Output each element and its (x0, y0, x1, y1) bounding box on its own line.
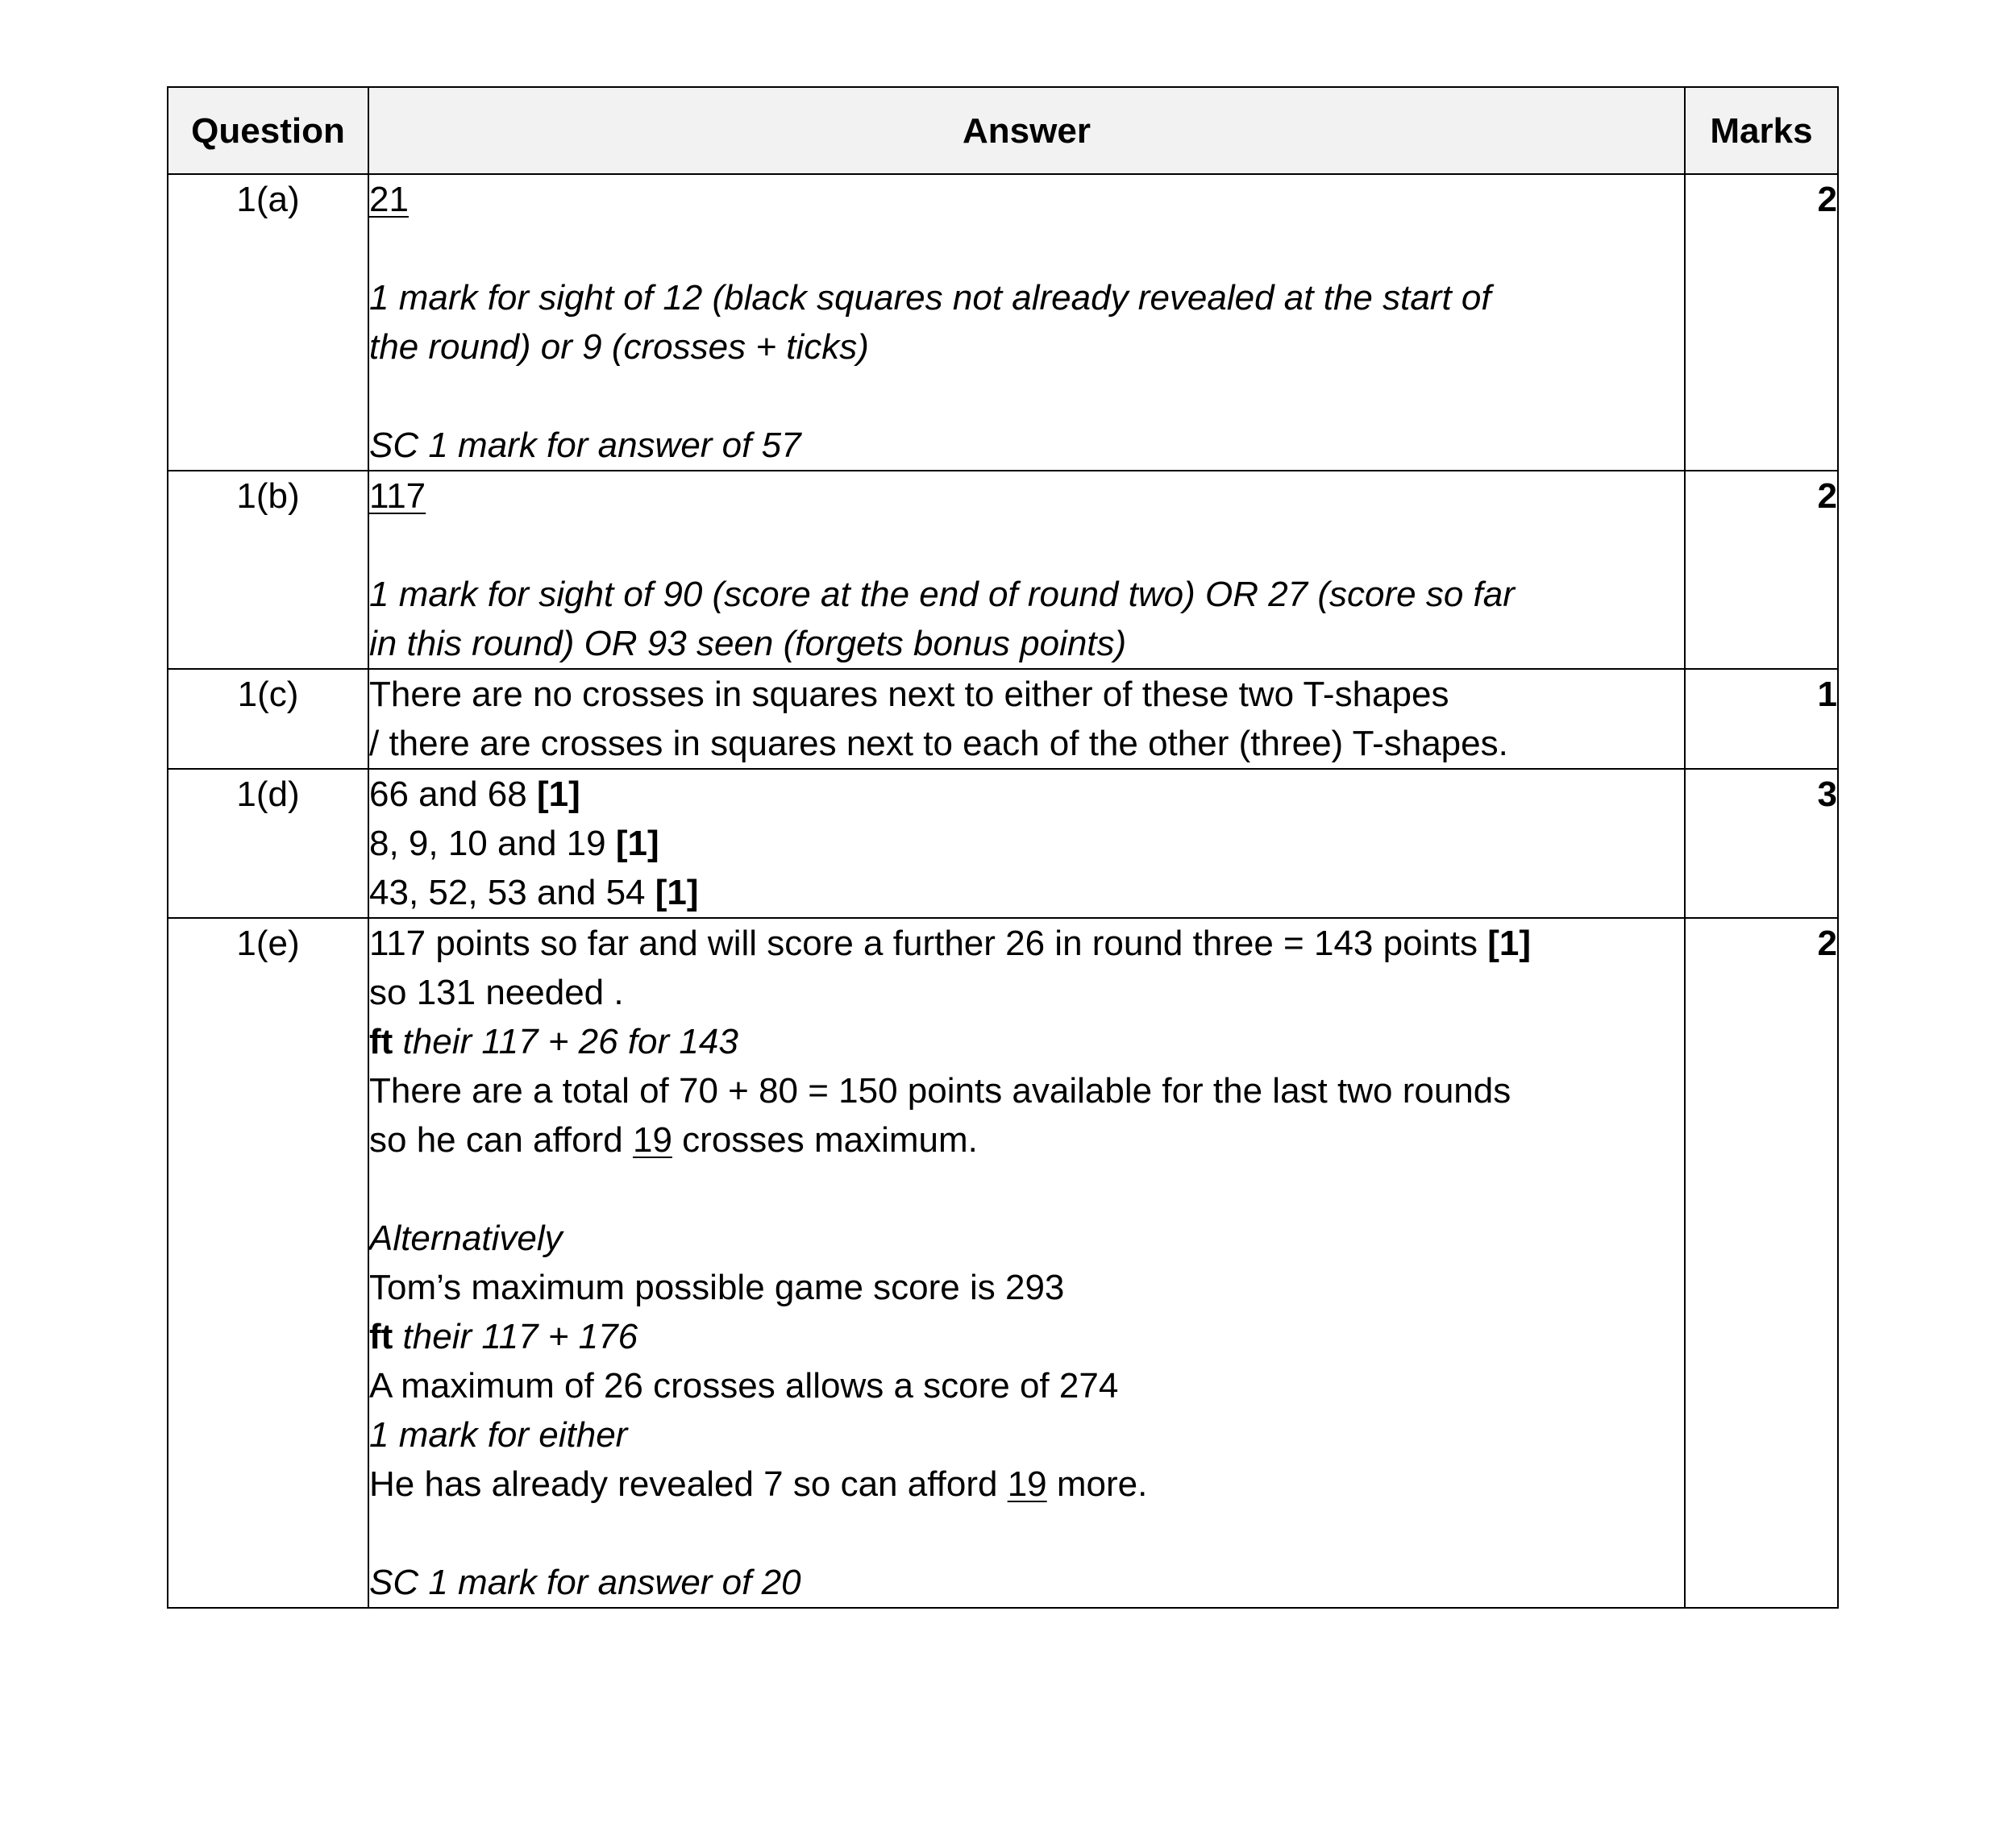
marking-note: 1 mark for sight of 90 (score at the end of round two) OR 27 (score so far (369, 575, 1515, 614)
answer-text: 66 and 68 (369, 774, 527, 814)
answer-value: 21 (369, 180, 409, 219)
marking-note: in this round) OR 93 seen (forgets bonus points) (369, 624, 1127, 663)
question-number: 1(c) (168, 669, 368, 769)
mark-scheme-table (167, 86, 1839, 1609)
mark-allocation: [1] (655, 873, 699, 912)
answer-text: A maximum of 26 crosses allows a score of 274 (369, 1366, 1119, 1406)
answer-cell (368, 769, 1685, 918)
answer-cell (368, 669, 1685, 769)
answer-value: 19 (632, 1120, 672, 1160)
answer-text: Tom’s maximum possible game score is 293 (369, 1268, 1065, 1307)
table-row-1b (168, 471, 1838, 669)
answer-text: so he can afford (369, 1120, 623, 1160)
question-number: 1(b) (168, 471, 368, 669)
answer-text: There are no crosses in squares next to either of these two T-shapes (369, 675, 1449, 714)
answer-text: so 131 needed . (369, 973, 624, 1012)
answer-text: 8, 9, 10 and 19 (369, 824, 606, 863)
mark-allocation: [1] (1487, 924, 1532, 963)
marking-note: 1 mark for either (369, 1415, 628, 1455)
question-number: 1(a) (168, 174, 368, 471)
answer-cell (368, 174, 1685, 471)
marks-column-header: Marks (1685, 87, 1838, 174)
answer-cell (368, 471, 1685, 669)
question-number: 1(e) (168, 918, 368, 1608)
answer-text: There are a total of 70 + 80 = 150 points available for the last two rounds (369, 1071, 1511, 1111)
marks-value: 2 (1685, 471, 1838, 669)
table-row-1d (168, 769, 1838, 918)
answer-value: 19 (1007, 1464, 1047, 1504)
follow-through-note: their 117 + 176 (402, 1317, 638, 1356)
answer-cell (368, 918, 1685, 1608)
answer-column-header: Answer (368, 87, 1685, 174)
question-number: 1(d) (168, 769, 368, 918)
answer-text: 117 points so far and will score a further 26 in round three = 143 points (369, 924, 1478, 963)
marking-note: 1 mark for sight of 12 (black squares not already revealed at the start of (369, 278, 1491, 318)
header-row (168, 87, 1838, 174)
answer-value: 117 (369, 476, 426, 516)
answer-text: 43, 52, 53 and 54 (369, 873, 646, 912)
marks-value: 1 (1685, 669, 1838, 769)
marks-value: 2 (1685, 174, 1838, 471)
question-column-header: Question (168, 87, 368, 174)
mark-allocation: [1] (615, 824, 659, 863)
alternative-heading: Alternatively (369, 1219, 563, 1258)
marks-value: 2 (1685, 918, 1838, 1608)
follow-through-label: ft (369, 1317, 393, 1356)
answer-text: crosses maximum. (682, 1120, 978, 1160)
special-case-note: SC 1 mark for answer of 20 (369, 1563, 801, 1602)
table-row-1a (168, 174, 1838, 471)
follow-through-note: their 117 + 26 for 143 (402, 1022, 738, 1061)
follow-through-label: ft (369, 1022, 393, 1061)
answer-text: more. (1056, 1464, 1148, 1504)
marking-note: the round) or 9 (crosses + ticks) (369, 327, 869, 367)
answer-text: / there are crosses in squares next to each of the other (three) T-shapes. (369, 724, 1508, 763)
special-case-note: SC 1 mark for answer of 57 (369, 426, 801, 465)
mark-allocation: [1] (536, 774, 580, 814)
answer-text: He has already revealed 7 so can afford (369, 1464, 998, 1504)
table-row-1e (168, 918, 1838, 1608)
table-row-1c (168, 669, 1838, 769)
marks-value: 3 (1685, 769, 1838, 918)
